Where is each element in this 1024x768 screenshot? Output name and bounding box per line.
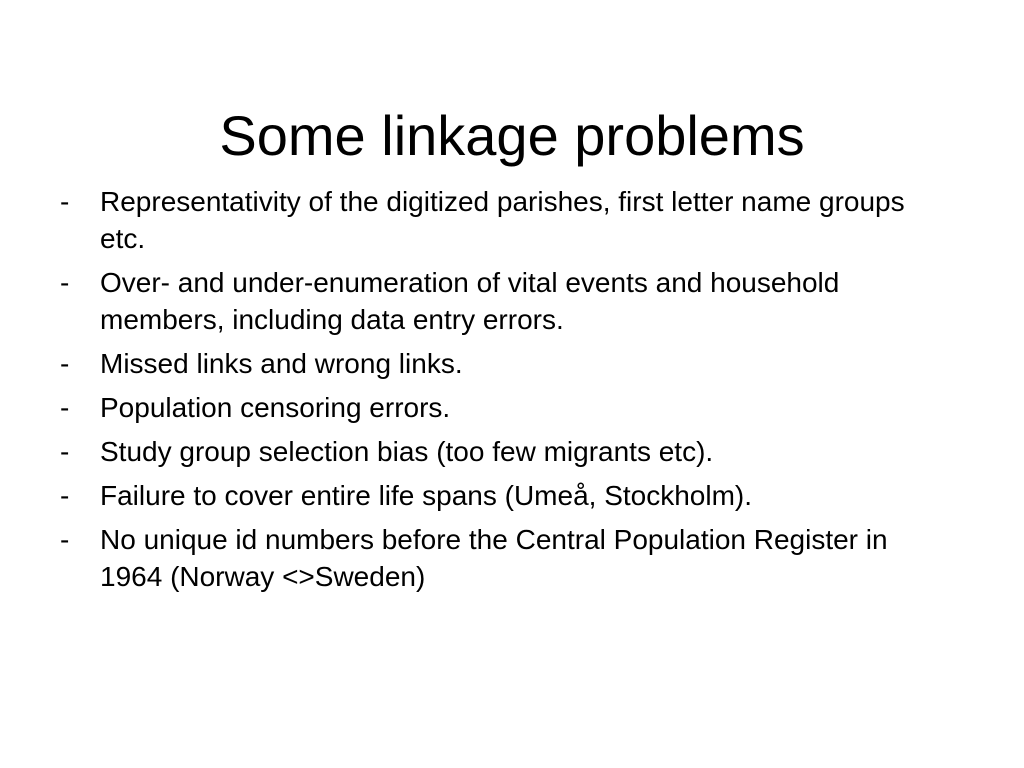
dash-marker: -: [60, 436, 70, 467]
bullet-item: [60, 264, 940, 338]
bullet-item: [60, 389, 940, 426]
dash-marker: -: [60, 392, 70, 423]
bullet-item: [60, 521, 940, 595]
slide-title: Some linkage problems: [219, 103, 805, 167]
bullet-text: Representativity of the digitized parishes, first letter name groups etc.: [100, 186, 905, 254]
bullet-item: [60, 433, 940, 470]
bullet-text: Study group selection bias (too few migrants etc).: [100, 436, 714, 467]
bullet-item: [60, 477, 940, 514]
bullet-item: [60, 183, 940, 257]
bullet-text: No unique id numbers before the Central Population Register in 1964 (Norway <>Sweden): [100, 524, 888, 592]
bullet-text: Failure to cover entire life spans (Umeå, Stockholm).: [100, 480, 753, 511]
bullet-item: [60, 345, 940, 382]
dash-marker: -: [60, 186, 70, 217]
dash-marker: -: [60, 480, 70, 511]
dash-marker: -: [60, 267, 70, 298]
bullet-list: [60, 183, 940, 602]
bullet-text: Over- and under-enumeration of vital events and household members, including data entry errors.: [100, 267, 840, 335]
bullet-text: Missed links and wrong links.: [100, 348, 463, 379]
bullet-text: Population censoring errors.: [100, 392, 451, 423]
dash-marker: -: [60, 348, 70, 379]
dash-marker: -: [60, 524, 70, 555]
